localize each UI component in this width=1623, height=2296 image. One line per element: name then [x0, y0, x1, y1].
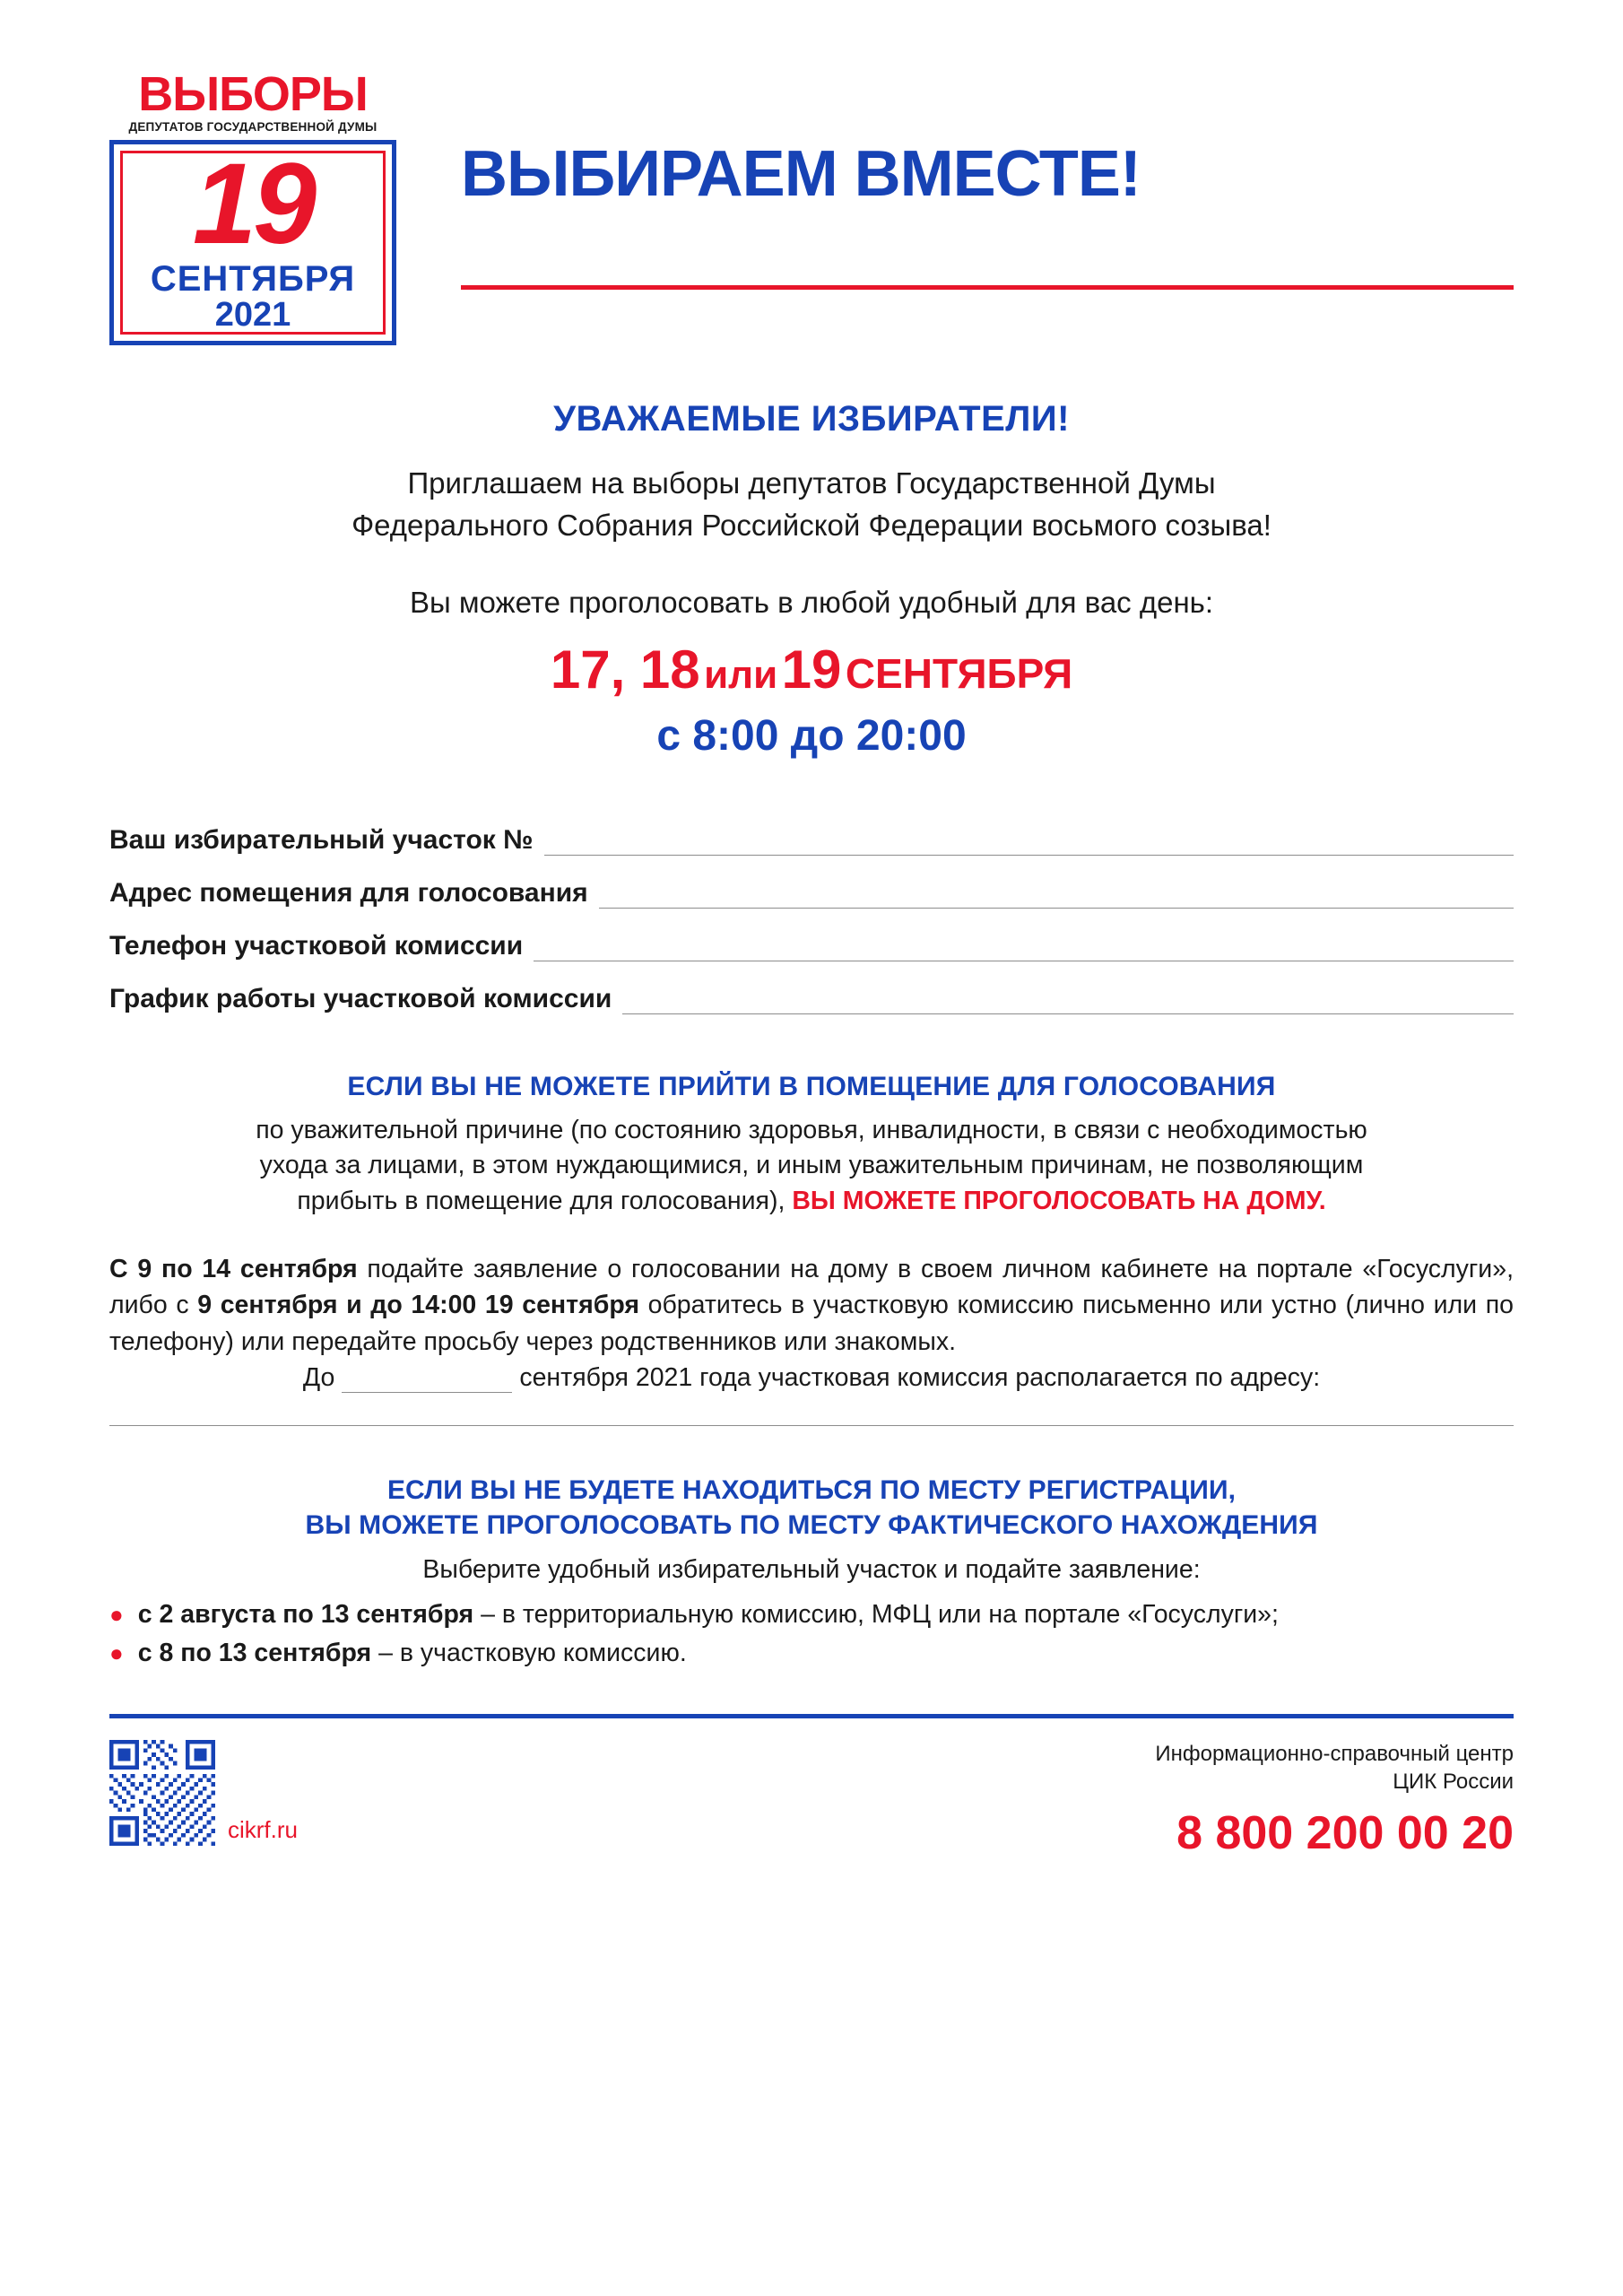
bullet-text — [138, 1634, 687, 1673]
home-voting-line-2: ухода за лицами, в этом нуждающимися, и иным уважительным причинам, не позволяющим — [259, 1151, 1364, 1180]
header — [109, 0, 1514, 345]
mobile-voter-title-line-2: ВЫ МОЖЕТЕ ПРОГОЛОСОВАТЬ ПО МЕСТУ ФАКТИЧЕСКОГО НАХОЖДЕНИЯ — [305, 1510, 1318, 1541]
intro-text — [109, 463, 1514, 547]
logo-subtitle: ДЕПУТАТОВ ГОСУДАРСТВЕННОЙ ДУМЫ — [128, 120, 378, 134]
header-right — [396, 70, 1514, 290]
commission-location-line — [109, 1363, 1514, 1393]
field-label-commission-schedule: График работы участковой комиссии — [109, 984, 612, 1014]
bullet-bold-1: с 2 августа по 13 сентября — [137, 1600, 474, 1630]
logo-month: СЕНТЯБРЯ — [150, 258, 356, 299]
dates-month: СЕНТЯБРЯ — [845, 650, 1073, 698]
poster-headline: ВЫБИРАЕМ ВМЕСТЕ! — [461, 138, 1141, 210]
dates-second: 19 — [781, 639, 842, 700]
field-row[interactable] — [109, 984, 1514, 1014]
home-voting-period-2: 9 сентября и до 14:00 19 сентября — [197, 1291, 639, 1320]
intro-block — [109, 399, 1514, 761]
footer — [109, 1718, 1514, 1860]
bullet-text — [138, 1596, 1279, 1634]
list-item — [109, 1634, 1514, 1673]
field-row[interactable] — [109, 878, 1514, 909]
info-center-line-1: Информационно-справочный центр — [1155, 1741, 1514, 1766]
logo-title: ВЫБОРЫ — [138, 67, 368, 121]
dates-or: или — [704, 653, 778, 698]
info-center-phone[interactable]: 8 800 200 00 20 — [1176, 1807, 1514, 1860]
home-voting-title: ЕСЛИ ВЫ НЕ МОЖЕТЕ ПРИЙТИ В ПОМЕЩЕНИЕ ДЛЯ ГОЛОСОВАНИЯ — [347, 1072, 1276, 1102]
home-voting-application-paragraph — [109, 1251, 1514, 1360]
dates-first: 17, 18 — [550, 639, 700, 700]
elections-logo — [109, 67, 396, 345]
field-input-commission-schedule[interactable] — [622, 988, 1514, 1014]
mobile-voter-bullets — [109, 1596, 1514, 1673]
info-center-label — [1155, 1740, 1514, 1796]
field-label-precinct-number: Ваш избирательный участок № — [109, 825, 534, 856]
qr-block[interactable] — [109, 1740, 298, 1846]
field-row[interactable] — [109, 931, 1514, 961]
home-voting-period-1: С 9 по 14 сентября — [109, 1254, 358, 1283]
field-row[interactable] — [109, 825, 1514, 856]
cikrf-url-link[interactable]: cikrf.ru — [228, 1815, 298, 1843]
commission-location-suffix: сентября 2021 года участковая комиссия располагается по адресу: — [519, 1363, 1321, 1393]
home-voting-line-3 — [109, 1184, 1514, 1219]
home-voting-text-2: обратитесь в участковую комиссию письменно или устно (лично или по телефону) или передайте просьбу через родственников или знакомых. — [109, 1291, 1515, 1356]
home-voting-section — [109, 1070, 1514, 1426]
voting-dates — [109, 639, 1514, 700]
commission-address-blank[interactable] — [109, 1425, 1514, 1426]
home-voting-text-1: подайте заявление о голосовании на дому в своем личном кабинете на портале «Госуслуги», либо с — [109, 1254, 1514, 1320]
intro-question: Вы можете проголосовать в любой удобный для вас день: — [409, 586, 1214, 620]
logo-date-box — [109, 140, 396, 345]
logo-year: 2021 — [214, 295, 291, 334]
field-input-polling-address[interactable] — [599, 883, 1514, 909]
mobile-voter-title-line-1: ЕСЛИ ВЫ НЕ БУДЕТЕ НАХОДИТЬСЯ ПО МЕСТУ РЕГИСТРАЦИИ, — [386, 1475, 1237, 1506]
home-voting-emphasis: ВЫ МОЖЕТЕ ПРОГОЛОСОВАТЬ НА ДОМУ. — [792, 1186, 1326, 1215]
bullet-dot-icon: ● — [109, 1639, 124, 1667]
home-voting-line-1: по уважительной причине (по состоянию здоровья, инвалидности, в связи с необходимостью — [256, 1115, 1367, 1144]
field-input-commission-phone[interactable] — [534, 935, 1514, 961]
home-voting-line-3-prefix: прибыть в помещение для голосования), — [297, 1186, 785, 1215]
mobile-voter-subtitle: Выберите удобный избирательный участок и подайте заявление: — [422, 1555, 1201, 1585]
field-input-precinct-number[interactable] — [544, 830, 1514, 856]
bullet-dot-icon: ● — [109, 1601, 124, 1629]
home-voting-paragraph — [109, 1113, 1514, 1219]
intro-line-2: Федерального Собрания Российской Федерации восьмого созыва! — [352, 508, 1271, 542]
field-label-polling-address: Адрес помещения для голосования — [109, 878, 588, 909]
headline-divider — [461, 285, 1514, 290]
precinct-fields — [109, 825, 1514, 1014]
commission-location-date-blank[interactable] — [342, 1369, 512, 1393]
mobile-voter-title — [109, 1473, 1514, 1543]
intro-title: УВАЖАЕМЫЕ ИЗБИРАТЕЛИ! — [553, 398, 1070, 439]
intro-line-1: Приглашаем на выборы депутатов Государственной Думы — [407, 465, 1216, 500]
logo-day: 19 — [192, 140, 314, 268]
field-label-commission-phone: Телефон участковой комиссии — [109, 931, 524, 961]
qr-code-icon[interactable] — [109, 1740, 215, 1846]
bullet-rest-2: – в участковую комиссию. — [371, 1639, 687, 1668]
info-center-line-2: ЦИК России — [1393, 1770, 1514, 1795]
footer-contact — [1155, 1740, 1514, 1860]
commission-location-prefix: До — [302, 1363, 335, 1393]
voting-hours: с 8:00 до 20:00 — [656, 712, 967, 761]
mobile-voter-section — [109, 1473, 1514, 1673]
bullet-rest-1: – в территориальную комиссию, МФЦ или на портале «Госуслуги»; — [473, 1600, 1279, 1630]
list-item — [109, 1596, 1514, 1634]
bullet-bold-2: с 8 по 13 сентября — [137, 1639, 372, 1668]
